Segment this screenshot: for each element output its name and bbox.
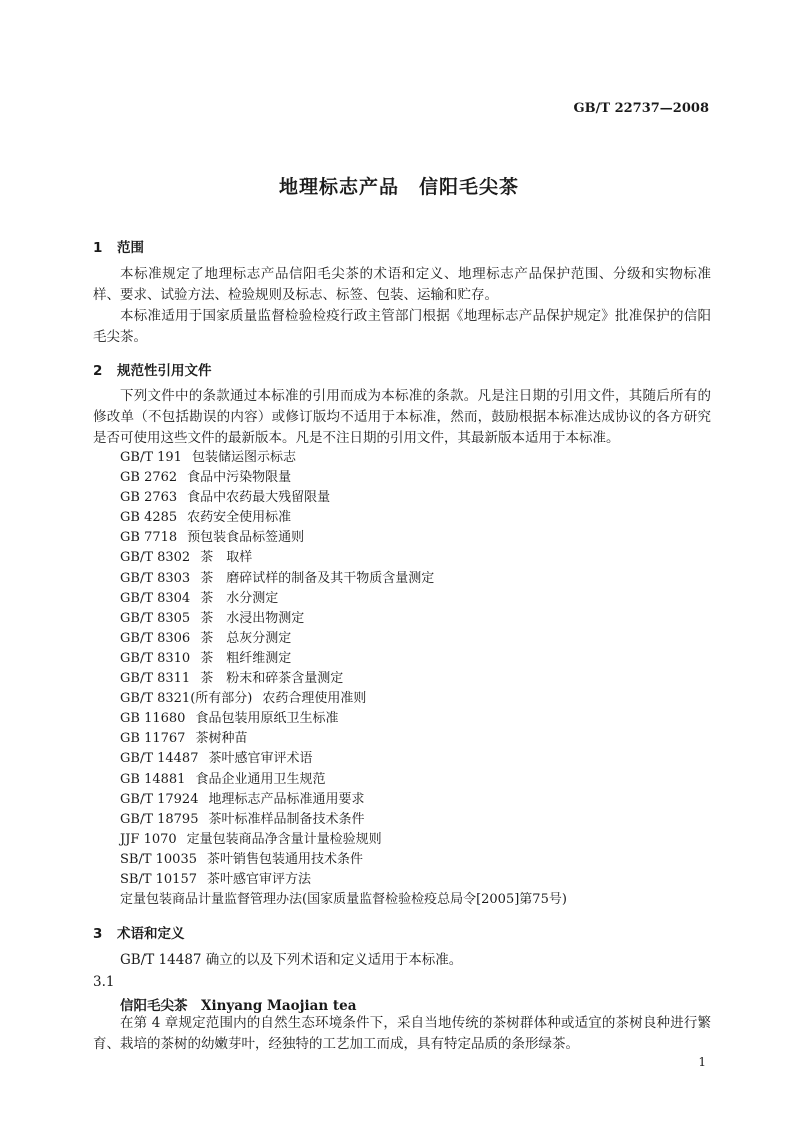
reference-code: GB 2762 [120, 470, 178, 486]
reference-title: 茶叶感官审评方法 [207, 871, 312, 887]
section-2-intro: 下列文件中的条款通过本标准的引用而成为本标准的条款。凡是注日期的引用文件，其随后所有的修改单（不包括勘误的内容）或修订版均不适用于本标准，然而，鼓励根据本标准达成协议的各方研究是否可使用这些文件的最新版本。凡是不注日期的引用文件，其最新版本适用于本标准。 [93, 388, 711, 446]
reference-item [120, 770, 577, 790]
reference-title: 茶叶标准样品制备技术条件 [208, 811, 365, 827]
reference-item [120, 870, 577, 890]
reference-code: GB/T 191 [120, 450, 182, 465]
reference-item [120, 649, 577, 669]
reference-item [120, 890, 577, 910]
reference-code: GB/T 8311 [120, 671, 191, 687]
reference-title: 茶树种苗 [195, 731, 248, 747]
reference-title: 茶 水分测定 [200, 590, 279, 606]
reference-item [120, 790, 577, 810]
section-title: 术语和定义 [117, 926, 185, 942]
reference-item [120, 609, 577, 629]
reference-code: GB 4285 [120, 510, 178, 526]
reference-item [120, 468, 577, 488]
reference-code: GB 7718 [120, 530, 178, 546]
reference-code: GB 2763 [120, 490, 178, 506]
reference-item [120, 850, 577, 870]
reference-title: 茶叶感官审评术语 [208, 751, 313, 767]
reference-title: 地理标志产品标准通用要求 [208, 791, 365, 807]
section-number: 3 [93, 926, 103, 942]
section-number: 2 [93, 363, 103, 379]
reference-item [120, 729, 577, 749]
reference-title: 茶 粉末和碎茶含量测定 [200, 671, 344, 687]
reference-code: GB/T 8321(所有部分) [120, 691, 253, 707]
reference-item [120, 629, 577, 649]
reference-title: 茶 水浸出物测定 [200, 610, 305, 626]
section-1-paragraph-2: 本标准适用于国家质量监督检验检疫行政主管部门根据《地理标志产品保护规定》批准保护的信阳毛尖茶。 [93, 308, 711, 345]
reference-code: GB/T 14487 [120, 751, 199, 767]
reference-code: SB/T 10157 [120, 871, 197, 887]
reference-title: 食品包装用原纸卫生标准 [195, 711, 339, 727]
reference-item [120, 528, 577, 548]
reference-code: GB/T 18795 [120, 811, 199, 827]
reference-item [120, 709, 577, 729]
section-3-intro: GB/T 14487 确立的以及下列术语和定义适用于本标准。 [120, 952, 463, 968]
reference-title: 茶 总灰分测定 [200, 630, 292, 646]
reference-code: GB/T 8306 [120, 630, 191, 646]
reference-item [120, 830, 577, 850]
reference-title: 定量包装商品净含量计量检验规则 [186, 831, 382, 847]
reference-title: 食品中污染物限量 [187, 470, 292, 486]
reference-code: SB/T 10035 [120, 851, 197, 867]
reference-item [120, 488, 577, 508]
reference-title: 茶 磨碎试样的制备及其干物质含量测定 [200, 570, 435, 586]
reference-item [120, 749, 577, 769]
reference-item [120, 569, 577, 589]
reference-title: 茶 粗纤维测定 [200, 650, 292, 666]
reference-title: 茶叶销售包装通用技术条件 [207, 851, 364, 867]
reference-code: JJF 1070 [120, 831, 177, 847]
reference-code: GB/T 17924 [120, 791, 199, 807]
reference-title: 包装储运图示标志 [191, 450, 296, 465]
reference-title: 农药合理使用准则 [262, 691, 367, 707]
section-title: 规范性引用文件 [117, 363, 212, 379]
reference-code: 定量包装商品计量监督管理办法(国家质量监督检验检疫总局令[2005]第75号) [120, 892, 567, 908]
reference-title: 食品企业通用卫生规范 [195, 771, 326, 787]
reference-list [120, 448, 577, 910]
reference-code: GB 11767 [120, 731, 186, 747]
section-1-paragraph-1: 本标准规定了地理标志产品信阳毛尖茶的术语和定义、地理标志产品保护范围、分级和实物标准样、要求、试验方法、检验规则及标志、标签、包装、运输和贮存。 [93, 266, 711, 303]
reference-item [120, 810, 577, 830]
standard-number: GB/T 22737—2008 [573, 101, 709, 116]
reference-code: GB 14881 [120, 771, 186, 787]
reference-item [120, 689, 577, 709]
reference-code: GB/T 8304 [120, 590, 191, 606]
reference-code: GB/T 8310 [120, 650, 191, 666]
subsection-number: 3.1 [93, 974, 115, 990]
reference-item [120, 508, 577, 528]
reference-code: GB/T 8303 [120, 570, 191, 586]
section-number: 1 [93, 240, 103, 256]
term-definition: 在第 4 章规定范围内的自然生态环境条件下，采自当地传统的茶树群体种或适宜的茶树良种进行繁育、栽培的茶树的幼嫩芽叶，经独特的工艺加工而成，具有特定品质的条形绿茶。 [93, 1015, 711, 1052]
reference-title: 茶 取样 [200, 550, 253, 566]
term-name: 信阳毛尖茶 Xinyang Maojian tea [120, 998, 357, 1014]
reference-item [120, 589, 577, 609]
reference-title: 食品中农药最大残留限量 [187, 490, 331, 506]
reference-title: 农药安全使用标准 [187, 510, 292, 526]
page-number: 1 [698, 1055, 706, 1069]
reference-code: GB/T 8305 [120, 610, 191, 626]
reference-item [120, 548, 577, 568]
reference-item [120, 448, 577, 468]
reference-title: 预包装食品标签通则 [187, 530, 305, 546]
reference-item [120, 669, 577, 689]
section-2-heading [93, 359, 212, 379]
section-3-heading [93, 922, 185, 942]
section-1-heading [93, 236, 144, 256]
reference-code: GB/T 8302 [120, 550, 191, 566]
document-title: 地理标志产品 信阳毛尖茶 [278, 176, 519, 198]
section-title: 范围 [117, 240, 144, 256]
reference-code: GB 11680 [120, 711, 186, 727]
